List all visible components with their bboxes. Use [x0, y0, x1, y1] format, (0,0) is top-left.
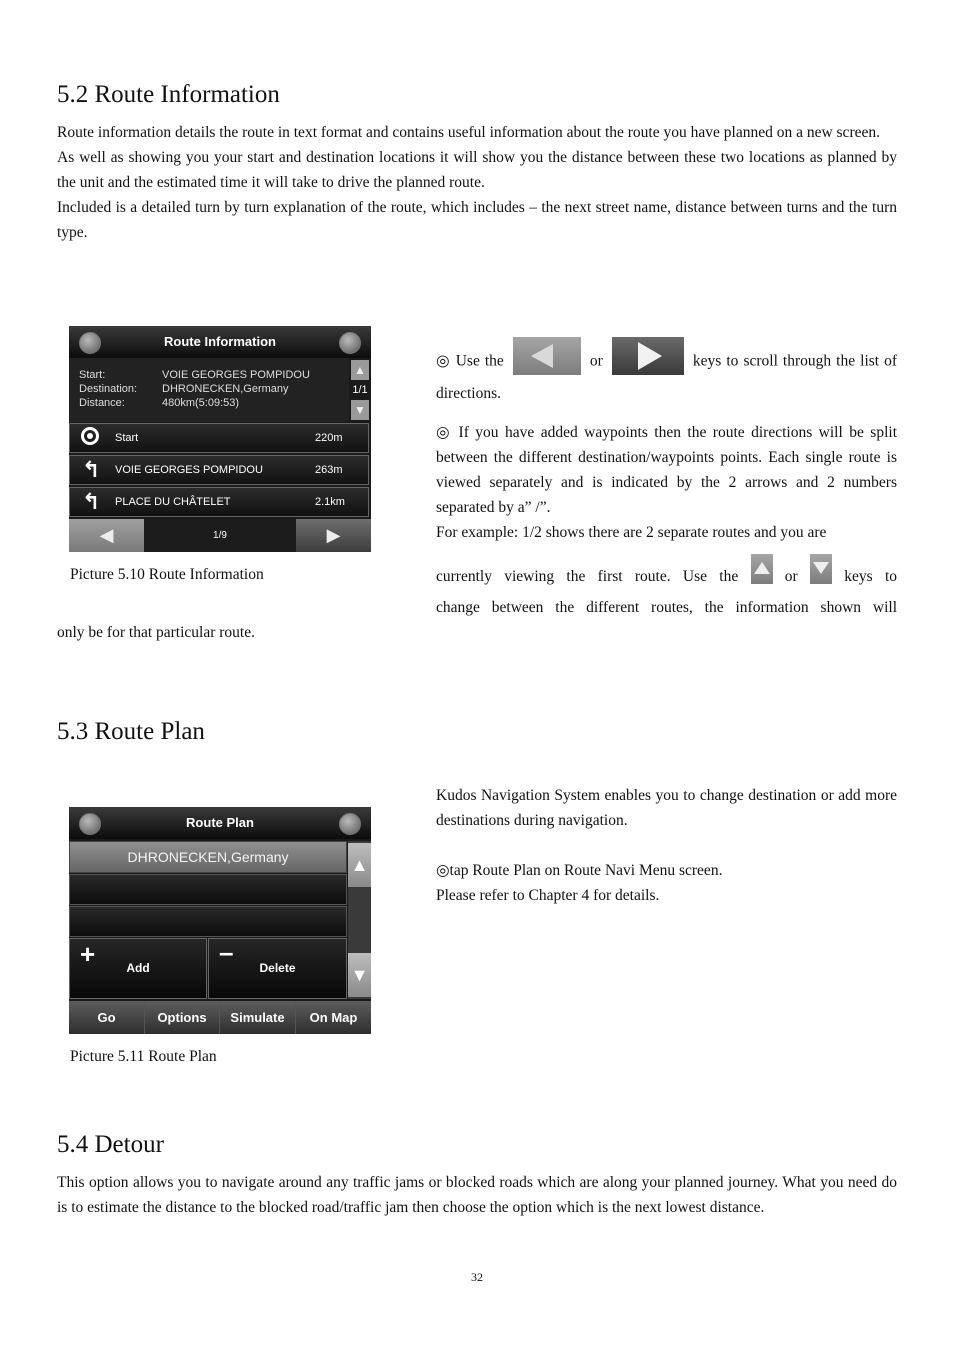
route-information-intro	[57, 120, 897, 245]
summary-value: 480km(5:09:53)	[162, 397, 240, 409]
direction-distance: 2.1km	[315, 496, 345, 508]
back-icon	[79, 332, 101, 354]
scrollbar	[348, 841, 371, 999]
summary-label: Distance:	[79, 397, 125, 409]
route-up-arrow-icon: ▲	[351, 360, 369, 380]
direction-distance: 220m	[315, 432, 343, 444]
add-label: Add	[126, 961, 150, 975]
route-plan-screenshot	[69, 807, 371, 1034]
minus-icon: –	[219, 937, 234, 967]
section-heading-detour: 5.4 Detour	[57, 1131, 164, 1158]
scroll-down-icon: ▼	[348, 953, 371, 997]
paragraph: As well as showing you your start and destination locations it will show you the distance between these two locations as planned by the unit and the estimated time it will take to drive the planned route.	[57, 149, 897, 191]
bottom-tab-bar	[69, 1001, 371, 1034]
scroll-keys-bullet	[436, 343, 897, 406]
direction-label: PLACE DU CHÂTELET	[115, 496, 231, 508]
summary-label: Destination:	[79, 383, 138, 395]
route-plan-instruction: ◎tap Route Plan on Route Navi Menu screen.	[436, 862, 723, 879]
example-line: change between the different routes, the information shown will	[436, 599, 897, 616]
figure-caption: Picture 5.10 Route Information	[70, 566, 264, 583]
left-arrow-key-icon	[513, 337, 581, 375]
paragraph: Included is a detailed turn by turn explanation of the route, which includes – the next street name, distance between turns and the turn type.	[57, 199, 897, 241]
tab-simulate: Simulate	[220, 1001, 296, 1034]
menu-icon	[339, 813, 361, 835]
example-line	[436, 553, 897, 601]
example-text: currently viewing the first route. Use the	[436, 568, 739, 585]
tab-go: Go	[69, 1001, 145, 1034]
route-plan-description: Kudos Navigation System enables you to change destination or add more destinations during navigation.	[436, 787, 897, 829]
empty-destination-slot	[69, 874, 347, 905]
section-heading-route-information: 5.2 Route Information	[57, 81, 280, 108]
add-button	[69, 938, 207, 999]
next-page-icon: ▶	[296, 519, 371, 552]
direction-label: Start	[115, 432, 139, 444]
example-line: For example: 1/2 shows there are 2 separate routes and you are	[436, 524, 827, 541]
detour-description: This option allows you to navigate around any traffic jams or blocked roads which are along your planned journey. What you need do is to estimate the distance to the blocked road/traffic jam then choose the option which is the next lowest distance.	[57, 1174, 897, 1216]
route-down-arrow-icon: ▼	[351, 400, 369, 420]
example-text: keys to	[844, 568, 898, 585]
tab-on-map: On Map	[296, 1001, 371, 1034]
back-icon	[79, 813, 101, 835]
route-index: 1/1	[352, 384, 368, 396]
destination-item: DHRONECKEN,Germany	[69, 841, 347, 873]
right-arrow-key-icon	[612, 337, 684, 375]
figure-caption: Picture 5.11 Route Plan	[70, 1048, 217, 1065]
section-heading-route-plan: 5.3 Route Plan	[57, 718, 205, 745]
paragraph: Route information details the route in text format and contains useful information about the route you have planned on a new screen.	[57, 124, 880, 141]
screen-title: Route Information	[69, 326, 371, 358]
direction-label: VOIE GEORGES POMPIDOU	[115, 464, 263, 476]
previous-page-icon: ◀	[69, 519, 144, 552]
bullet-text: ◎ Use the	[436, 352, 504, 370]
turn-left-icon: ↰	[82, 457, 101, 482]
bullet-text: keys to scroll through the list of directions.	[436, 352, 898, 402]
turn-left-icon: ↰	[82, 489, 101, 514]
delete-button	[208, 938, 347, 999]
route-information-screenshot	[69, 326, 371, 552]
route-plan-reference: Please refer to Chapter 4 for details.	[436, 887, 660, 904]
example-line: only be for that particular route.	[57, 624, 255, 641]
menu-icon	[339, 332, 361, 354]
bullet-text: or	[589, 352, 603, 370]
plus-icon: +	[80, 939, 96, 969]
up-key-icon	[751, 554, 773, 584]
delete-label: Delete	[259, 961, 296, 975]
start-circle-icon	[81, 427, 99, 445]
pager-bar	[69, 519, 371, 552]
example-text: or	[784, 568, 798, 585]
page-number: 32	[471, 1270, 483, 1284]
summary-label: Start:	[79, 369, 106, 381]
waypoints-bullet: ◎ If you have added waypoints then the route directions will be split between the different destination/waypoints points. Each single route is viewed separately and is indicated by the 2 arrows and 2 numbers separated by a” /”.	[436, 424, 897, 516]
summary-value: DHRONECKEN,Germany	[162, 383, 289, 395]
screen-title: Route Plan	[69, 807, 371, 839]
direction-row	[69, 455, 369, 485]
direction-distance: 263m	[315, 464, 343, 476]
direction-row	[69, 423, 369, 453]
tab-options: Options	[145, 1001, 220, 1034]
down-key-icon	[810, 554, 832, 584]
scroll-up-icon: ▲	[348, 843, 371, 887]
route-summary	[69, 358, 349, 422]
direction-row	[69, 487, 369, 517]
empty-destination-slot	[69, 906, 347, 937]
summary-value: VOIE GEORGES POMPIDOU	[162, 369, 310, 381]
page-indicator: 1/9	[213, 530, 227, 541]
